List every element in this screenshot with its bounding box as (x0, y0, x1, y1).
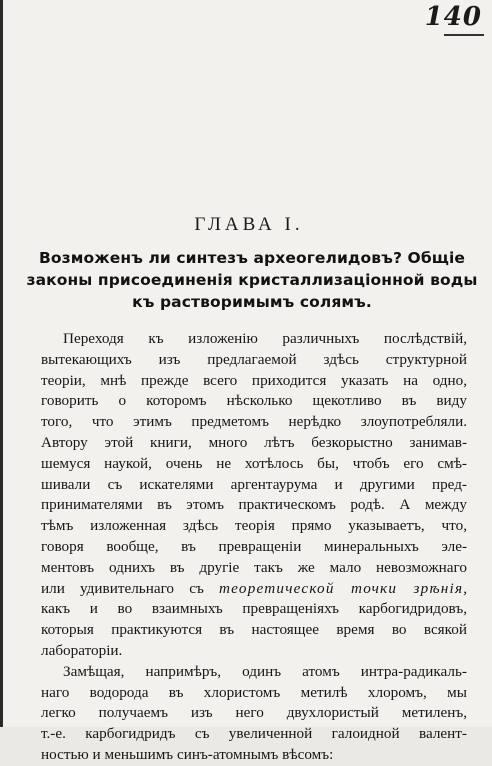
text-line: ностью и меньшимъ синъ-атомнымъ вѣсомъ: (41, 745, 334, 763)
page-number: 140 (424, 2, 482, 32)
text-line: принимателями въ этомъ практическомъ родѣ. А между (41, 496, 467, 514)
chapter-title (21, 247, 483, 313)
chapter-title-line: Возможенъ ли синтезъ археогелидовъ? Общіе (39, 249, 465, 267)
text-line: легко получаемъ изъ него двухлористый метиленъ, (41, 704, 467, 722)
paragraph (41, 329, 467, 662)
text-fragment: или удивительнаго съ (41, 579, 219, 597)
text-fragment: , (463, 579, 467, 597)
text-line: шемуся наукой, очень не хотѣлось бы, чтобъ его смѣ- (41, 454, 467, 472)
body-text (41, 329, 467, 766)
spaced-emphasis: теоретической точки зрѣнія (219, 579, 464, 597)
text-line: шивали съ искателями аргентаурума и другими пред- (41, 475, 467, 493)
text-line: ментовъ однихъ въ другіе такъ же мало невозможнаго (41, 558, 467, 576)
text-line: лабораторіи. (41, 641, 123, 659)
text-line: тѣмъ изложенная здѣсь теорія прямо указываетъ, что, (41, 517, 467, 535)
text-line: Переходя къ изложенію различныхъ послѣдствій, (63, 330, 467, 347)
text-line: Автору этой книги, много лѣтъ безкорыстно занимав- (41, 433, 467, 451)
chapter-title-line: законы присоединенія кристаллизаціонной воды (26, 271, 478, 289)
text-line: теоріи, мнѣ прежде всего приходится указать на одно, (41, 371, 467, 389)
text-line (41, 579, 467, 600)
text-line: Замѣщая, напримѣръ, одинъ атомъ интра-радикаль- (63, 662, 467, 680)
text-line: говоря вообще, въ превращеніи минеральныхъ эле- (41, 537, 467, 555)
text-line: которыя практикуются въ настоящее время во всякой (41, 621, 467, 639)
text-line: говорить о которомъ нѣсколько щекотливо въ виду (41, 392, 467, 410)
text-line: т.-е. карбогидридъ съ увеличенной галоидной валент- (41, 725, 467, 743)
page-number-underline (444, 34, 484, 36)
text-line: наго водорода въ хлористомъ метилѣ хлоромъ, мы (41, 683, 467, 701)
paragraph (41, 662, 467, 766)
text-line: вытекающихъ изъ предлагаемой здѣсь структурной (41, 350, 467, 368)
chapter-heading: ГЛАВА I. (194, 214, 304, 235)
text-line: того, что этимъ предметомъ нерѣдко злоупотребляли. (41, 413, 467, 431)
text-line: какъ и во взаимныхъ превращеніяхъ карбогидридовъ, (41, 600, 467, 618)
chapter-title-line: къ растворимымъ солямъ. (132, 293, 372, 311)
